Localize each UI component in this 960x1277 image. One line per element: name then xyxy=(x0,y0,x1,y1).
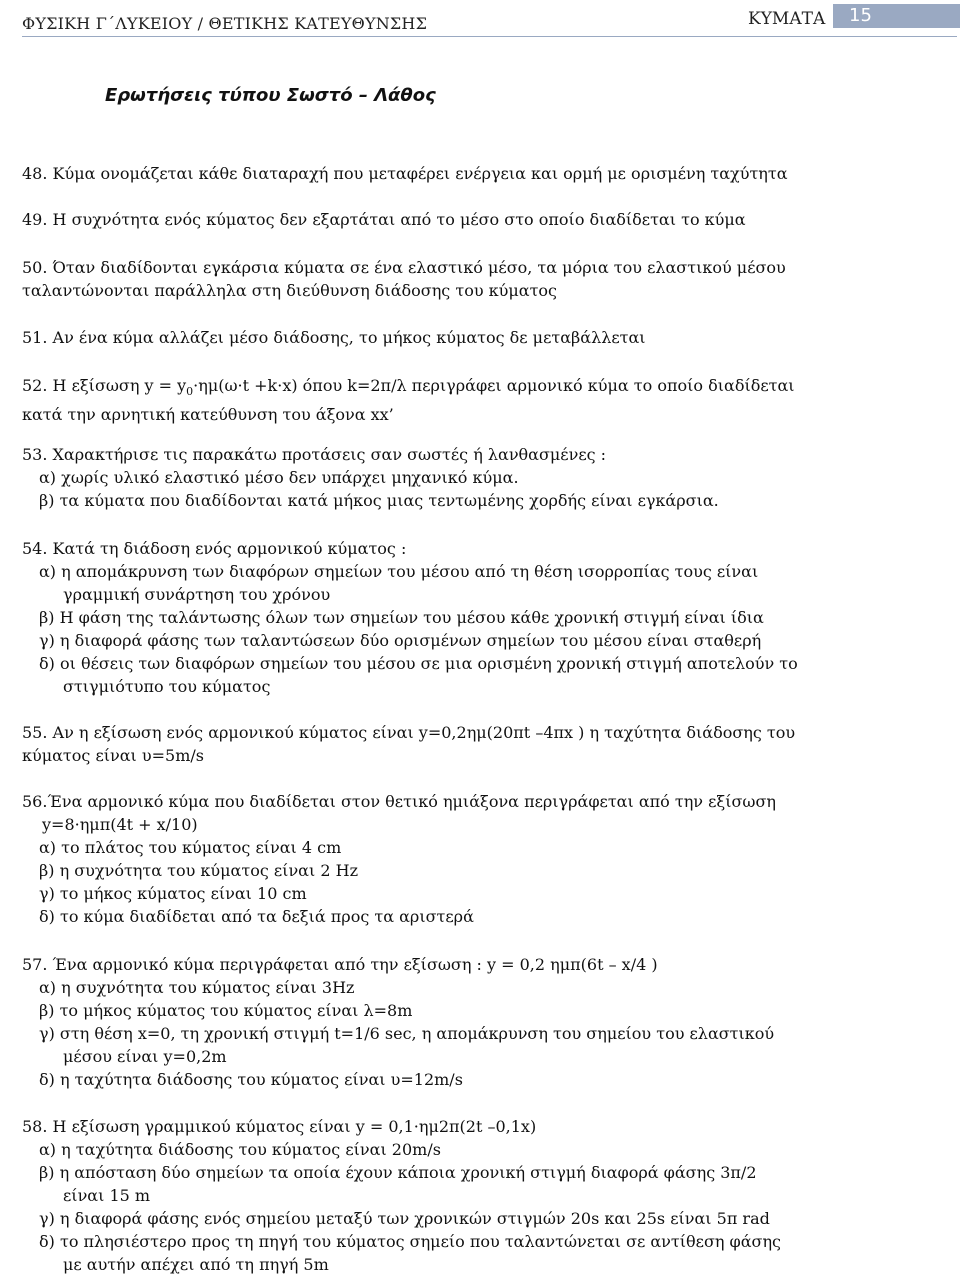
question-text: 49. Η συχνότητα ενός κύματος δεν εξαρτάται από το μέσο στο οποίο διαδίδεται το κύμα xyxy=(22,210,746,229)
page-number-badge: 15 xyxy=(833,4,960,28)
option-b: β) το μήκος κύματος του κύματος είναι λ=8m xyxy=(39,1001,413,1020)
question-text: 48. Κύμα ονομάζεται κάθε διαταραχή που μεταφέρει ενέργεια και ορμή με ορισμένη ταχύτητα xyxy=(22,164,788,183)
question-53 xyxy=(22,443,842,512)
page-header xyxy=(0,0,960,34)
question-57 xyxy=(22,953,842,1091)
question-text xyxy=(22,374,842,403)
option-d-cont: στιγμιότυπο του κύματος xyxy=(63,677,271,696)
question-text: 51. Αν ένα κύμα αλλάζει μέσο διάδοσης, το μήκος κύματος δε μεταβάλλεται xyxy=(22,328,646,347)
question-text-cont: κατά την αρνητική κατεύθυνση του άξονα xx’ xyxy=(22,405,394,425)
question-56 xyxy=(22,790,842,928)
question-55 xyxy=(22,721,842,767)
option-b: β) η συχνότητα του κύματος είναι 2 Hz xyxy=(39,861,358,880)
option-a: α) η συχνότητα του κύματος είναι 3Hz xyxy=(39,978,355,997)
section-title: Ερωτήσεις τύπου Σωστό – Λάθος xyxy=(105,85,436,106)
subscript: 0 xyxy=(186,385,194,399)
header-course-title: ΦΥΣΙΚΗ Γ΄ΛΥΚΕΙΟΥ / ΘΕΤΙΚΗΣ ΚΑΤΕΥΘΥΝΣΗΣ xyxy=(22,14,428,33)
equation-start: 52. Η εξίσωση y = y xyxy=(22,376,187,395)
option-a: α) η απομάκρυνση των διαφόρων σημείων του μέσου από τη θέση ισορροπίας τους είναι xyxy=(39,562,759,581)
question-text: 57. Ένα αρμονικό κύμα περιγράφεται από την εξίσωση : y = 0,2 ημπ(6t – x/4 ) xyxy=(22,955,658,974)
option-d: δ) η ταχύτητα διάδοσης του κύματος είναι υ=12m/s xyxy=(39,1070,463,1089)
question-text: 53. Χαρακτήρισε τις παρακάτω προτάσεις σαν σωστές ή λανθασμένες : xyxy=(22,445,607,464)
option-a: α) το πλάτος του κύματος είναι 4 cm xyxy=(39,838,342,857)
question-50 xyxy=(22,256,842,302)
option-b-cont: είναι 15 m xyxy=(63,1186,151,1205)
option-b: β) Η φάση της ταλάντωσης όλων των σημείων του μέσου κάθε χρονική στιγμή είναι ίδια xyxy=(39,608,764,627)
question-58 xyxy=(22,1115,842,1276)
option-c: γ) το μήκος κύματος είναι 10 cm xyxy=(39,884,307,903)
option-a: α) η ταχύτητα διάδοσης του κύματος είναι 20m/s xyxy=(39,1140,441,1159)
question-text: 55. Αν η εξίσωση ενός αρμονικού κύματος είναι y=0,2ημ(20πt –4πx ) η ταχύτητα διάδοσης του xyxy=(22,723,796,742)
question-text: 54. Κατά τη διάδοση ενός αρμονικού κύματος : xyxy=(22,539,407,558)
option-b: β) τα κύματα που διαδίδονται κατά μήκος μιας τεντωμένης χορδής είναι εγκάρσια. xyxy=(39,491,719,510)
option-c: γ) η διαφορά φάσης των ταλαντώσεων δύο ορισμένων σημείων του μέσου είναι σταθερή xyxy=(39,631,762,650)
option-d: δ) οι θέσεις των διαφόρων σημείων του μέσου σε μια ορισμένη χρονική στιγμή αποτελούν το xyxy=(39,654,798,673)
option-c-cont: μέσου είναι y=0,2m xyxy=(63,1047,227,1066)
question-52 xyxy=(22,374,842,426)
option-d: δ) το κύμα διαδίδεται από τα δεξιά προς τα αριστερά xyxy=(39,907,474,926)
option-a: α) χωρίς υλικό ελαστικό μέσο δεν υπάρχει μηχανικό κύμα. xyxy=(39,468,519,487)
question-text: 56.Ένα αρμονικό κύμα που διαδίδεται στον θετικό ημιάξονα περιγράφεται από την εξίσωση xyxy=(22,792,776,811)
question-text: 50. Όταν διαδίδονται εγκάρσια κύματα σε ένα ελαστικό μέσο, τα μόρια του ελαστικού μέσου xyxy=(22,258,786,277)
option-b: β) η απόσταση δύο σημείων τα οποία έχουν κάποια χρονική στιγμή διαφορά φάσης 3π/2 xyxy=(39,1163,757,1182)
option-d: δ) το πλησιέστερο προς τη πηγή του κύματος σημείο που ταλαντώνεται σε αντίθεση φάσης xyxy=(39,1232,782,1251)
option-d-cont: με αυτήν απέχει από τη πηγή 5m xyxy=(63,1255,329,1274)
equation: y=8·ημπ(4t + x/10) xyxy=(42,815,198,834)
question-51 xyxy=(22,326,842,349)
equation-rest: ·ημ(ω·t +k·x) όπου k=2π/λ περιγράφει αρμονικό κύμα το οποίο διαδίδεται xyxy=(193,376,795,395)
question-text: 58. Η εξίσωση γραμμικού κύματος είναι y = 0,1·ημ2π(2t –0,1x) xyxy=(22,1117,537,1136)
question-text-cont: κύματος είναι υ=5m/s xyxy=(22,746,204,765)
question-49 xyxy=(22,208,842,231)
question-48 xyxy=(22,162,842,185)
option-c: γ) στη θέση x=0, τη χρονική στιγμή t=1/6 sec, η απομάκρυνση του σημείου του ελαστικού xyxy=(39,1024,775,1043)
question-text-cont: ταλαντώνονται παράλληλα στη διεύθυνση διάδοσης του κύματος xyxy=(22,281,558,300)
question-54 xyxy=(22,537,842,698)
option-a-cont: γραμμική συνάρτηση του χρόνου xyxy=(63,585,331,604)
header-chapter: ΚΥΜΑΤΑ xyxy=(748,9,826,29)
header-rule xyxy=(22,36,957,37)
option-c: γ) η διαφορά φάσης ενός σημείου μεταξύ των χρονικών στιγμών 20s και 25s είναι 5π rad xyxy=(39,1209,770,1228)
